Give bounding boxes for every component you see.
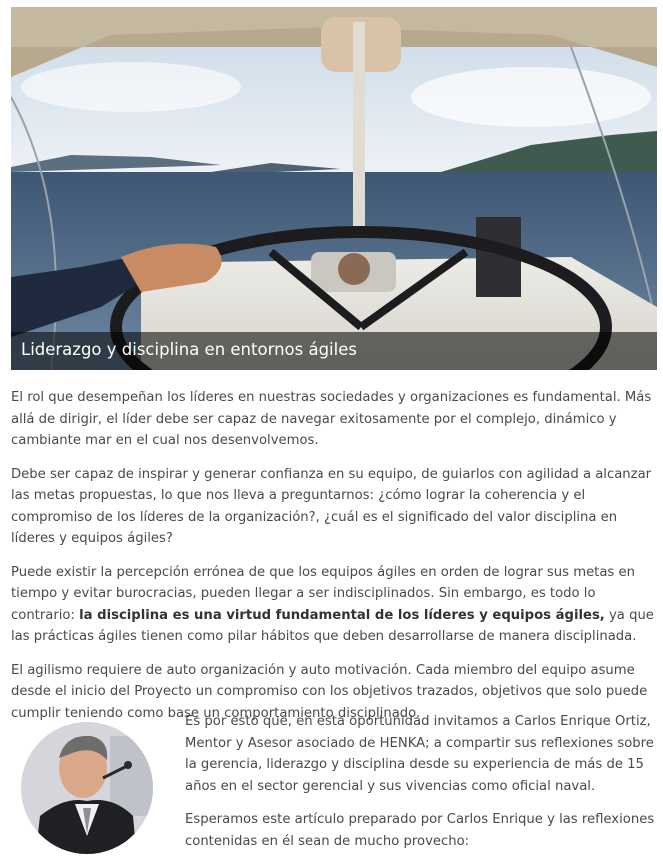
paragraph-3-bold: la disciplina es una virtud fundamental de los líderes y equipos ágiles, (79, 607, 605, 623)
paragraph-3 (11, 562, 657, 648)
hero-caption-bar (11, 332, 657, 370)
hero-image (11, 7, 657, 370)
hero-caption: Liderazgo y disciplina en entornos ágiles (21, 340, 357, 359)
paragraph-1: El rol que desempeñan los líderes en nuestras sociedades y organizaciones es fundamental. Más allá de dirigir, el líder debe ser capaz de navegar exitosamente por el complejo, dinámico y cambiante mar en el cual nos desenvolvemos. (11, 390, 652, 448)
sailboat-helm-illustration (11, 7, 657, 370)
author-paragraph-1: Es por esto que, en esta oportunidad invitamos a Carlos Enrique Ortiz, Mentor y Asesor asociado de HENKA; a compartir sus reflexiones sobre la gerencia, liderazgo y disciplina desde su experiencia de más de 15 años en el sector gerencial y sus vivencias como oficial naval. (185, 714, 654, 794)
paragraph-3-end: ya que las prácticas ágiles tienen como pilar hábitos que deben desarrollarse de manera disciplinada. (11, 607, 654, 644)
author-photo (15, 716, 159, 855)
author-portrait (15, 716, 159, 855)
author-paragraph-2: Esperamos este artículo preparado por Carlos Enrique y las reflexiones contenidas en él sean de mucho provecho: (185, 812, 655, 849)
article-body (11, 387, 657, 736)
paragraph-2: Debe ser capaz de inspirar y generar confianza en su equipo, de guiarlos con agilidad a alcanzar las metas propuestas, lo que nos lleva a preguntarnos: ¿cómo lograr la coherencia y el compromiso de los líderes de la organización?, ¿cuál es el significado del valor disciplina en líderes y equipos ágiles? (11, 466, 652, 546)
author-intro (185, 711, 655, 864)
paragraph-3-start: Puede existir la percepción errónea de que los equipos ágiles en orden de lograr sus metas en tiempo y evitar burocracias, pueden llegar a ser indisciplinados. Sin embargo, es todo lo contrario: (11, 564, 635, 623)
paragraph-4: El agilismo requiere de auto organización y auto motivación. Cada miembro del equipo asume desde el inicio del Proyecto un compromiso con los objetivos trazados, objetivos que solo puede cumplir teniendo como base un comportamiento disciplinado. (11, 662, 648, 721)
